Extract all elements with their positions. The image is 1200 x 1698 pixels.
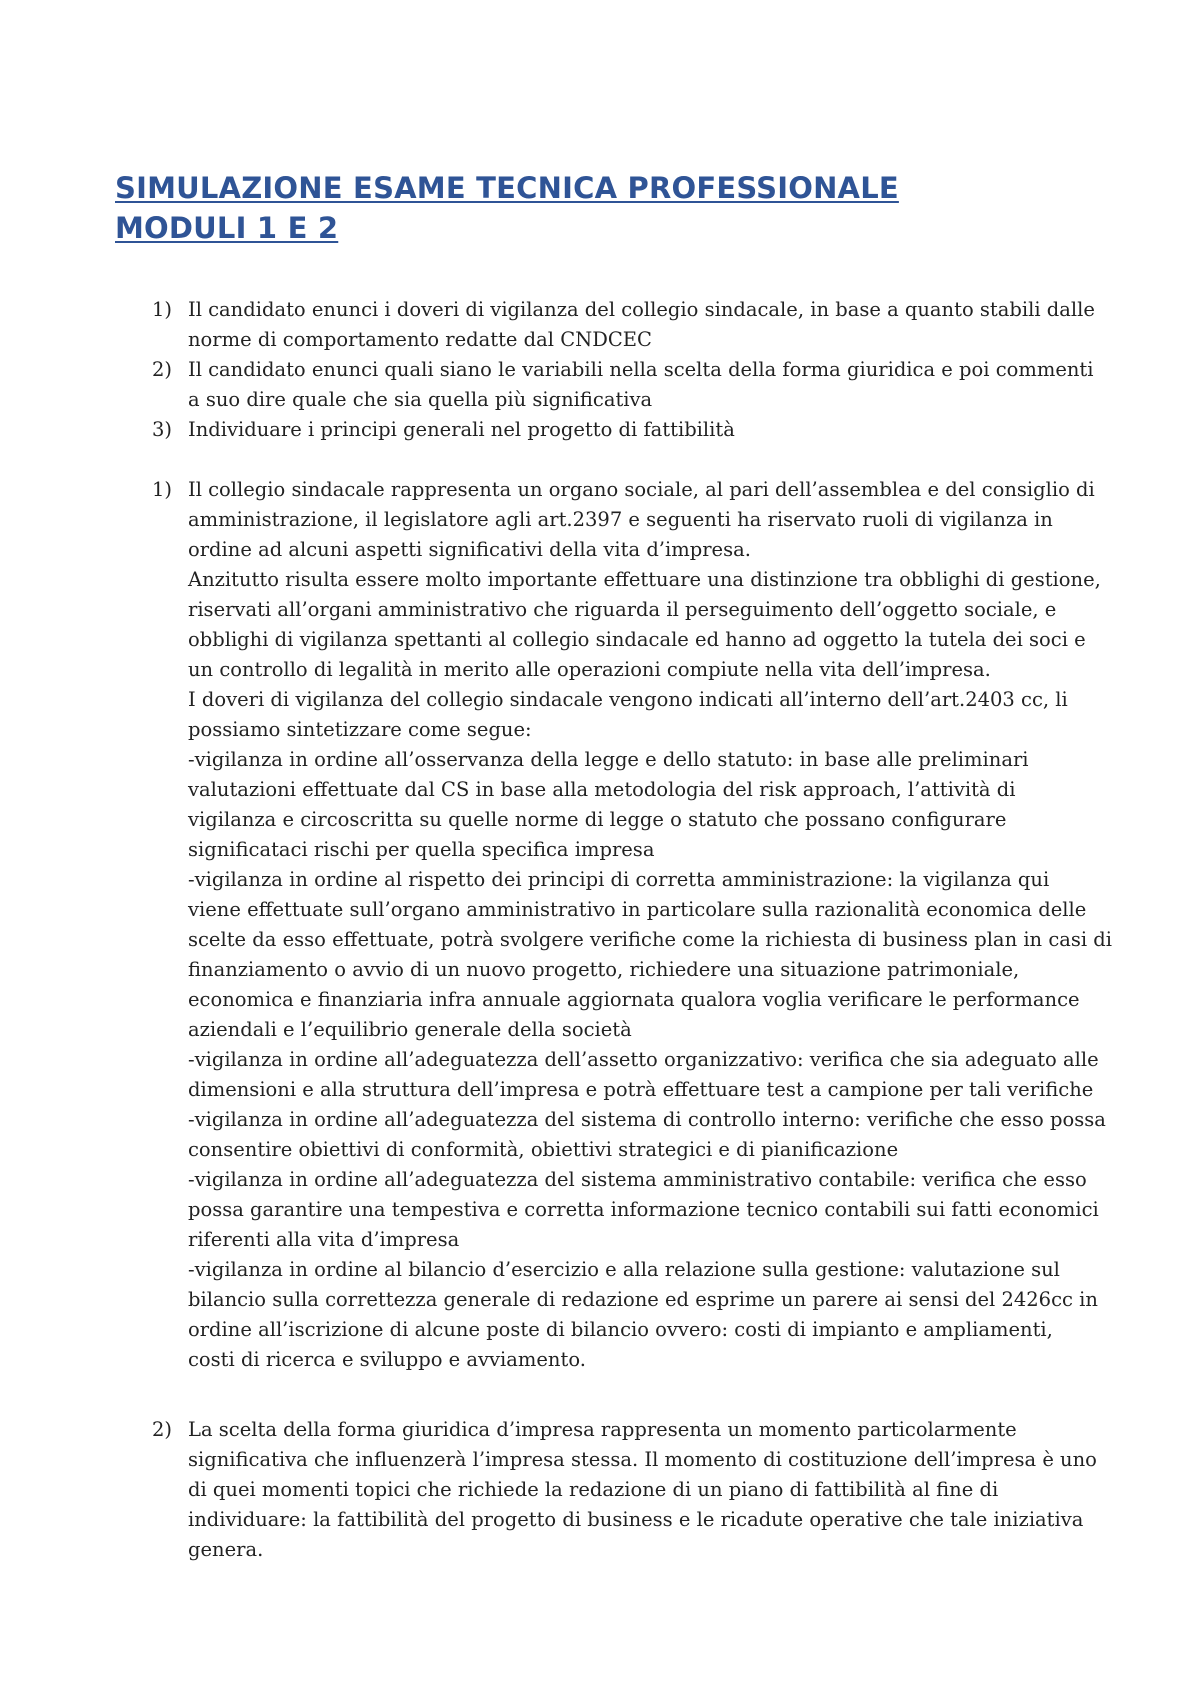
text-line: -vigilanza in ordine al rispetto dei principi di corretta amministrazione: la vigilanza qui	[188, 868, 1050, 891]
text-line: possa garantire una tempestiva e corretta informazione tecnico contabili sui fatti economici	[188, 1198, 1099, 1221]
text-line: -vigilanza in ordine all’adeguatezza dell’assetto organizzativo: verifica che sia adeguato alle	[188, 1048, 1099, 1071]
text-line: La scelta della forma giuridica d’impresa rappresenta un momento particolarmente	[188, 1418, 1017, 1441]
text-line: riservati all’organi amministrativo che riguarda il perseguimento dell’oggetto sociale, e	[188, 598, 1057, 621]
text-line: -vigilanza in ordine al bilancio d’esercizio e alla relazione sulla gestione: valutazione sul	[188, 1258, 1060, 1281]
text-line: a suo dire quale che sia quella più significativa	[188, 388, 653, 411]
text-line: I doveri di vigilanza del collegio sindacale vengono indicati all’interno dell’art.2403 cc, li	[188, 688, 1068, 711]
question-item-3	[0, 415, 1200, 445]
text-line: individuare: la fattibilità del progetto di business e le ricadute operative che tale iniziativa	[188, 1508, 1084, 1531]
text-line: Il candidato enunci i doveri di vigilanza del collegio sindacale, in base a quanto stabili dalle	[188, 298, 1095, 321]
text-line: aziendali e l’equilibrio generale della società	[188, 1018, 632, 1041]
text-line: di quei momenti topici che richiede la redazione di un piano di fattibilità al fine di	[188, 1478, 999, 1501]
text-line: -vigilanza in ordine all’adeguatezza del sistema amministrativo contabile: verifica che esso	[188, 1168, 1087, 1191]
text-line: Il candidato enunci quali siano le variabili nella scelta della forma giuridica e poi commenti	[188, 358, 1094, 381]
text-line: obblighi di vigilanza spettanti al collegio sindacale ed hanno ad oggetto la tutela dei soci e	[188, 628, 1086, 651]
text-line: un controllo di legalità in merito alle operazioni compiute nella vita dell’impresa.	[188, 658, 991, 681]
text-line: -vigilanza in ordine all’osservanza della legge e dello statuto: in base alle preliminari	[188, 748, 1029, 771]
text-line: Anzitutto risulta essere molto importante effettuare una distinzione tra obblighi di gestione,	[188, 568, 1101, 591]
text-line: riferenti alla vita d’impresa	[188, 1228, 460, 1251]
questions-list	[0, 295, 1200, 445]
text-line: vigilanza e circoscritta su quelle norme di legge o statuto che possano configurare	[188, 808, 1007, 831]
text-line: ordine all’iscrizione di alcune poste di bilancio ovvero: costi di impianto e ampliamenti,	[188, 1318, 1053, 1341]
text-line: significativa che influenzerà l’impresa stessa. Il momento di costituzione dell’impresa è uno	[188, 1448, 1097, 1471]
text-line: costi di ricerca e sviluppo e avviamento.	[188, 1348, 586, 1371]
text-line: amministrazione, il legislatore agli art.2397 e seguenti ha riservato ruoli di vigilanza in	[188, 508, 1053, 531]
text-line: scelte da esso effettuate, potrà svolgere verifiche come la richiesta di business plan in casi di	[188, 928, 1113, 951]
text-line: Il collegio sindacale rappresenta un organo sociale, al pari dell’assemblea e del consiglio di	[188, 478, 1095, 501]
text-line: finanziamento o avvio di un nuovo progetto, richiedere una situazione patrimoniale,	[188, 958, 1020, 981]
text-line: possiamo sintetizzare come segue:	[188, 718, 532, 741]
title-line-2: MODULI 1 E 2	[115, 211, 339, 245]
text-line: economica e finanziaria infra annuale aggiornata qualora voglia verificare le performance	[188, 988, 1080, 1011]
answer-item-2	[0, 1415, 1200, 1565]
answer-item-1	[0, 475, 1200, 1375]
title-line-1: SIMULAZIONE ESAME TECNICA PROFESSIONALE	[115, 171, 899, 205]
list-number: 2)	[152, 358, 173, 381]
list-number: 2)	[152, 1418, 173, 1441]
question-item-2	[0, 355, 1200, 415]
document-title	[115, 168, 1035, 248]
text-line: norme di comportamento redatte dal CNDCEC	[188, 328, 652, 351]
text-line: -vigilanza in ordine all’adeguatezza del sistema di controllo interno: verifiche che esso possa	[188, 1108, 1106, 1131]
text-line: viene effettuate sull’organo amministrativo in particolare sulla razionalità economica delle	[188, 898, 1087, 921]
text-line: significataci rischi per quella specifica impresa	[188, 838, 655, 861]
answer-2	[0, 1415, 1200, 1565]
question-item-1	[0, 295, 1200, 355]
answer-1	[0, 475, 1200, 1375]
text-line: genera.	[188, 1538, 264, 1561]
list-number: 1)	[152, 478, 173, 501]
text-line: dimensioni e alla struttura dell’impresa e potrà effettuare test a campione per tali verifiche	[188, 1078, 1094, 1101]
list-number: 3)	[152, 418, 173, 441]
text-line: Individuare i principi generali nel progetto di fattibilità	[188, 418, 735, 441]
text-line: valutazioni effettuate dal CS in base alla metodologia del risk approach, l’attività di	[188, 778, 1016, 801]
text-line: consentire obiettivi di conformità, obiettivi strategici e di pianificazione	[188, 1138, 899, 1161]
list-number: 1)	[152, 298, 173, 321]
text-line: bilancio sulla correttezza generale di redazione ed esprime un parere ai sensi del 2426cc in	[188, 1288, 1098, 1311]
text-line: ordine ad alcuni aspetti significativi della vita d’impresa.	[188, 538, 751, 561]
